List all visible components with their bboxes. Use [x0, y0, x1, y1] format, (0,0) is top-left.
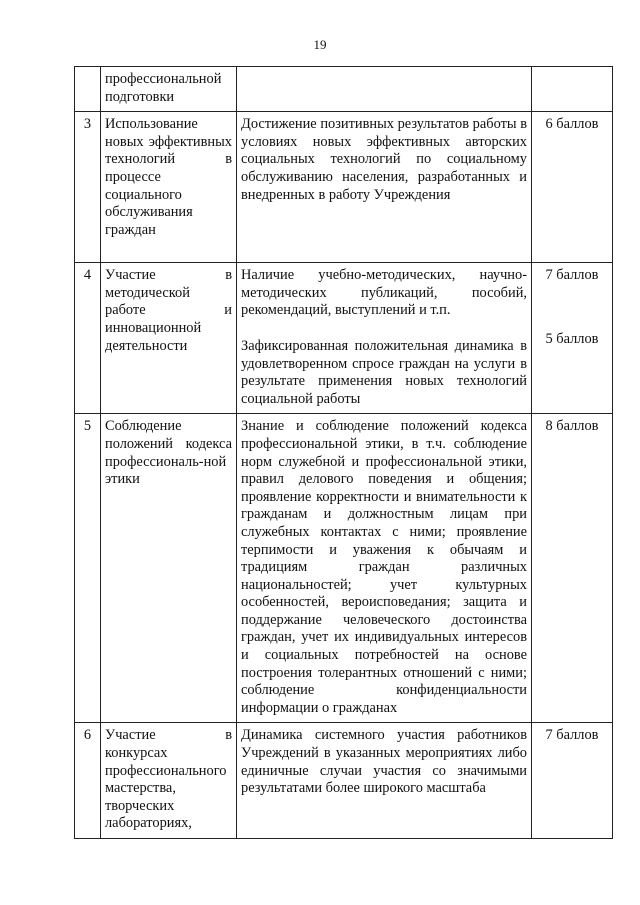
description-cell: Достижение позитивных результатов работы в условиях новых эффективных авторских социальных технологий по социальному обслуживанию населения, разработанных и внедренных в работу Учреждения [237, 112, 532, 263]
row-number: 5 [75, 414, 101, 723]
points-value-2: 5 баллов [545, 330, 599, 347]
description-cell [237, 67, 532, 112]
points-value: 7 баллов [545, 267, 599, 284]
description-text-2: Зафиксированная положительная динамика в удовлетворенном спросе граждан на услуги в результате применения новых технологий социальной работы [241, 337, 527, 407]
description-cell: Динамика системного участия работников Учреждений в указанных мероприятиях либо единичные случаи участия со значимыми результатами более широкого масштаба [237, 723, 532, 839]
table-row [75, 414, 613, 723]
table-row [75, 67, 613, 112]
criterion-cell: Использование новых эффективных технологий в процессе социального обслуживания граждан [101, 112, 237, 263]
table-row [75, 263, 613, 414]
points-cell [532, 263, 613, 414]
points-cell: 8 баллов [532, 414, 613, 723]
description-cell [237, 263, 532, 414]
description-cell: Знание и соблюдение положений кодекса профессиональной этики, в т.ч. соблюдение норм служебной и профессиональной этики, правил делового поведения и общения; проявление корректности и внимательности к гражданам и должностным лицам при служебных контактах с ними; проявление терпимости и уважения к обычаям и традициям граждан различных национальностей; учет культурных особенностей, вероисповедания; защита и поддержание человеческого достоинства граждан, учет их индивидуальных интересов и социальных потребностей на основе построения толерантных отношений с ними; соблюдение конфиденциальности информации о гражданах [237, 414, 532, 723]
row-number: 3 [75, 112, 101, 263]
row-number: 4 [75, 263, 101, 414]
criterion-cell: Участие в конкурсах профессионального мастерства, творческих лабораториях, [101, 723, 237, 839]
points-cell [532, 67, 613, 112]
criterion-cell: профессиональной подготовки [101, 67, 237, 112]
criterion-cell: Участие в методической работе и инновационной деятельности [101, 263, 237, 414]
points-cell: 7 баллов [532, 723, 613, 839]
criteria-table [74, 66, 613, 839]
row-number [75, 67, 101, 112]
description-text: Наличие учебно-методических, научно-методических публикаций, пособий, рекомендаций, выступлений и т.п. [241, 267, 527, 319]
page-number: 19 [313, 37, 327, 52]
table-row [75, 112, 613, 263]
criterion-cell: Соблюдение положений кодекса профессиональ-ной этики [101, 414, 237, 723]
points-cell: 6 баллов [532, 112, 613, 263]
row-number: 6 [75, 723, 101, 839]
table-row [75, 723, 613, 839]
